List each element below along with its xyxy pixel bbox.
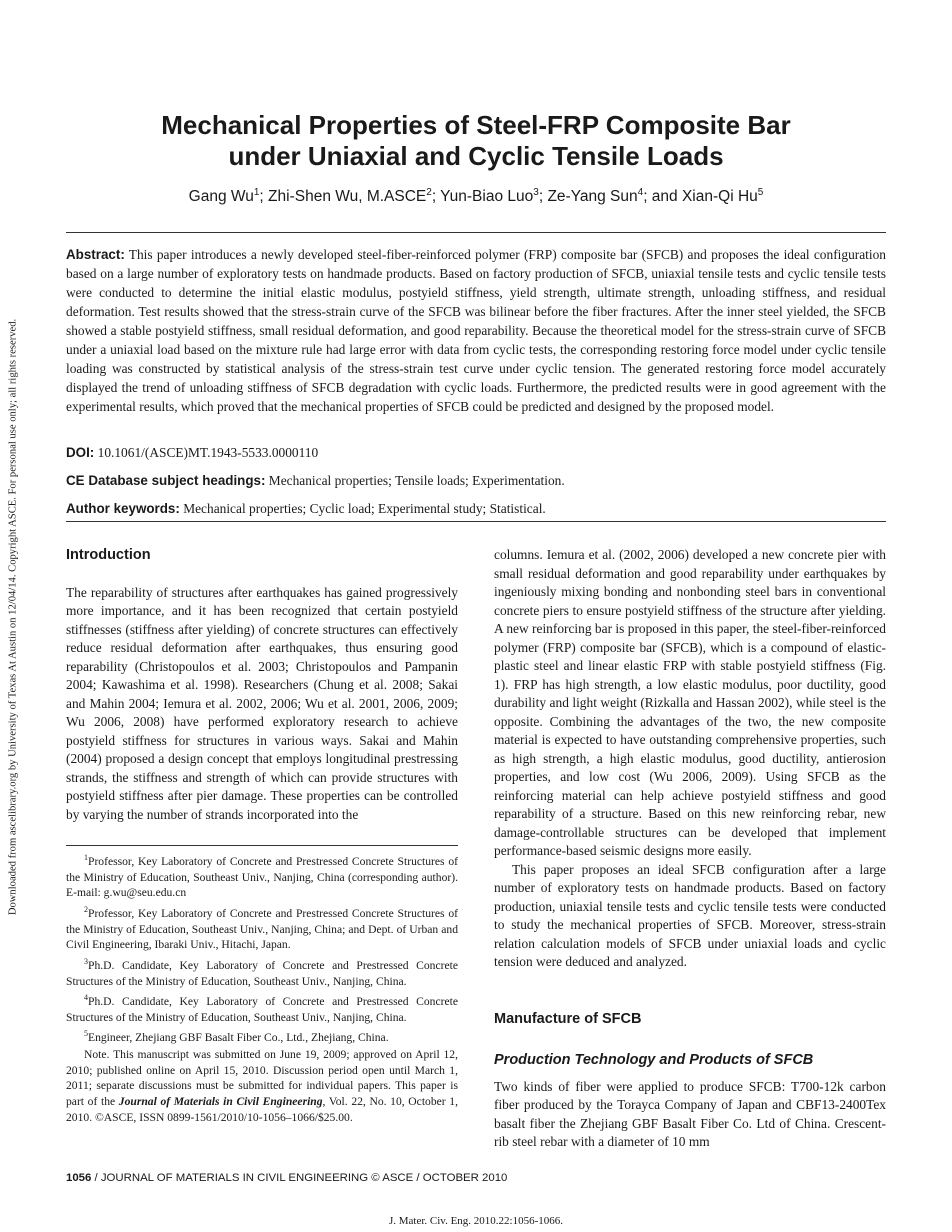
author-keywords-label: Author keywords: bbox=[66, 501, 180, 516]
footnote-2 bbox=[66, 902, 458, 953]
author-separator: ; bbox=[431, 188, 441, 206]
author-list bbox=[66, 187, 886, 206]
note-journal-name: Journal of Materials in Civil Engineering bbox=[118, 1095, 323, 1109]
author-affiliation-sup: 4 bbox=[637, 187, 644, 198]
footnote-3 bbox=[66, 954, 458, 989]
footnote-sup: 4 bbox=[84, 993, 88, 1003]
author-keywords-line bbox=[66, 499, 886, 518]
doi-label: DOI: bbox=[66, 445, 95, 460]
left-column bbox=[66, 546, 458, 824]
manuscript-note bbox=[66, 1047, 458, 1126]
footnote-1 bbox=[66, 850, 458, 901]
footnotes bbox=[66, 850, 458, 1127]
citation-footer: J. Mater. Civ. Eng. 2010.22:1056-1066. bbox=[388, 1215, 564, 1227]
footnote-sup: 3 bbox=[84, 956, 88, 966]
right-paragraph-3: Two kinds of fiber were applied to produce SFCB: T700-12k carbon fiber produced by the Torayca Company of Japan and CBF13-2400Tex basalt fiber the Zhejiang GBF Basalt Fiber Co. Ltd of China. Crescent-rib steel rebar with a diameter of 10 mm bbox=[494, 1078, 886, 1149]
author-affiliation-sup: 5 bbox=[757, 187, 764, 198]
author-name: Xian-Qi Hu bbox=[681, 188, 758, 206]
download-watermark bbox=[4, 262, 22, 972]
abstract-label: Abstract: bbox=[66, 247, 125, 262]
author-separator: ; bbox=[538, 188, 548, 206]
doi-line bbox=[66, 443, 886, 462]
author-affiliation-sup: 2 bbox=[426, 187, 432, 198]
author-separator: ; and bbox=[643, 188, 682, 206]
doi-value[interactable]: 10.1061/(ASCE)MT.1943-5533.0000110 bbox=[97, 445, 319, 460]
paper-title bbox=[66, 110, 886, 172]
abstract-text: This paper introduces a newly developed steel-fiber-reinforced polymer (FRP) composite bar (SFCB) and proposes the ideal configuration based on a large number of exploratory tests on handmade products. Based on factory production of SFCB, uniaxial tensile tests and cyclic tensile tests were conducted to determine the initial elastic modulus, postyield stiffness, yield strength, ultimate strength, unloading stiffness, and residual deformation. Test results showed that the stress-strain curve of the SFCB was bilinear before the fiber fractures. After the inner steel yielded, the SFCB showed a stable postyield stiffness, small residual deformation, and good reparability. Because the theoretical model for the stress-strain curve of SFCB under a uniaxial load based on the mixture rule had large error with data from cyclic tests, the corresponding restoring force model under cyclic tensile loading was constructed by statistical analysis of the stress-strain test curve under cyclic tension. The generated restoring force model accurately displayed the trend of unloading stiffness of SFCB degradation with cyclic loads. Furthermore, the predicted results were in good agreement with the experimental results, which proved that the mechanical properties of SFCB could be predicted and designed by the proposed model. bbox=[66, 247, 886, 414]
running-footer bbox=[66, 1172, 507, 1184]
ce-headings-label: CE Database subject headings: bbox=[66, 473, 266, 488]
header-rule bbox=[66, 232, 886, 233]
footnote-sup: 1 bbox=[84, 853, 88, 862]
footnote-text: Engineer, Zhejiang GBF Basalt Fiber Co., Ltd., Zhejiang, China. bbox=[88, 1031, 389, 1045]
author-name: Yun-Biao Luo bbox=[440, 188, 534, 206]
author-affiliation-sup: 1 bbox=[253, 187, 260, 198]
right-paragraph-2: This paper proposes an ideal SFCB configuration after a large number of exploratory tests on handmade products. Based on factory production, uniaxial tensile tests and cyclic tensile tests were conducted to study the mechanical properties of SFCB. Moreover, stress-strain relation calculation models of SFCB under uniaxial loads and cyclic tension were deduced and analyzed. bbox=[494, 861, 886, 969]
note-text-after: , Vol. 22, No. 10, October 1, 2010. ©ASCE, ISSN 0899-1561/2010/10-1056–1066/$25.00. bbox=[66, 1095, 458, 1124]
author-affiliation-sup: 3 bbox=[533, 187, 539, 198]
production-subheading: Production Technology and Products of SFCB bbox=[494, 1052, 814, 1068]
abstract-rule bbox=[66, 521, 886, 522]
note-text-before: Note. This manuscript was submitted on June 19, 2009; approved on April 12, 2010; published online on April 15, 2010. Discussion period open until March 1, 2011; separate discussions must be submitted for individual papers. This paper is part of the bbox=[66, 1048, 458, 1109]
footnote-sup: 2 bbox=[84, 904, 88, 914]
author-name: Gang Wu bbox=[188, 188, 254, 206]
ce-headings-value: Mechanical properties; Tensile loads; Experimentation. bbox=[268, 473, 565, 488]
footnote-4 bbox=[66, 990, 458, 1025]
author-name: Zhi-Shen Wu, M.ASCE bbox=[268, 188, 427, 206]
manufacture-heading: Manufacture of SFCB bbox=[494, 1010, 642, 1027]
abstract bbox=[66, 245, 886, 416]
title-line-2: under Uniaxial and Cyclic Tensile Loads bbox=[228, 141, 724, 171]
footnote-rule bbox=[66, 845, 458, 846]
introduction-paragraph: The reparability of structures after earthquakes has gained progressively more importance, and it has been recognized that certain postyield stiffnesses (stiffness after yielding) of concrete structures can effectively reduce residual deformation after earthquakes, thus ensuring good reparability (Christopoulos et al. 2003; Christopoulos and Pampanin 2004; Kawashima et al. 1998). Researchers (Chung et al. 2008; Sakai and Mahin 2004; Iemura et al. 2002, 2006; Wu et al. 2001, 2006, 2009; Wu 2006, 2008) have performed exploratory research to achieve postyield stiffness for structures in various ways. Sakai and Mahin (2004) proposed a design concept that employs longitudinal prestressing strands, the stiffness and strength of which can provide structures with postyield stiffness after pier damage. These properties can be controlled by varying the number of strands incorporated into the bbox=[66, 584, 458, 822]
footnote-sup: 5 bbox=[84, 1029, 88, 1039]
author-name: Ze-Yang Sun bbox=[547, 188, 638, 206]
footnote-text: Professor, Key Laboratory of Concrete and Prestressed Concrete Structures of the Ministry of Education, Southeast Univ., Nanjing, China (corresponding author). E-mail: g.wu@seu.edu.cn bbox=[66, 854, 458, 900]
right-column bbox=[494, 546, 886, 1152]
title-line-1: Mechanical Properties of Steel-FRP Composite Bar bbox=[161, 110, 791, 140]
introduction-heading: Introduction bbox=[66, 547, 151, 563]
download-watermark-text: Downloaded from ascelibrary.org by University of Texas At Austin on 12/04/14. Copyright ASCE. For personal use only; all rights reserved. bbox=[7, 318, 19, 916]
author-separator: ; bbox=[259, 188, 269, 206]
right-paragraph-1: columns. Iemura et al. (2002, 2006) developed a new concrete pier with small residual deformation and good reparability under earthquakes by ingeniously mixing bonding and nonbonding steel bars in conventional concrete piers to ensure postyield stiffness of the structure after yielding. A new reinforcing bar is proposed in this paper, the steel-fiber-reinforced polymer (FRP) composite bar (SFCB), which is a compound of elastic-plastic steel and linear elastic FRP with stable postyield stiffness (Fig. 1). FRP has high strength, a low elastic modulus, poor ductility, good durability and light weight (Rizkalla and Hassan 2002), while steel is the opposite. Combining the advantages of the two, the new composite material is expected to have outstanding comprehensive properties, such as high strength, a high elastic modulus, good ductility, antierosion properties, and low cost (Wu 2006, 2009). Using SFCB as the reinforcing material can help achieve postyield stiffness and good reparability of a structure. Based on this new reinforcing rebar, new damage-controllable structures can be developed that implement performance-based seismic designs more easily. bbox=[494, 547, 886, 858]
footnote-text: Ph.D. Candidate, Key Laboratory of Concrete and Prestressed Concrete Structures of the Ministry of Education, Southeast Univ., Nanjing, China. bbox=[66, 995, 458, 1024]
footnote-5 bbox=[66, 1026, 458, 1046]
footnote-text: Professor, Key Laboratory of Concrete and Prestressed Concrete Structures of the Ministry of Education, Southeast Univ., Nanjing, China; and Dept. of Urban and Civil Engineering, Ibaraki Univ., Hitachi, Japan. bbox=[66, 906, 458, 952]
footnote-text: Ph.D. Candidate, Key Laboratory of Concrete and Prestressed Concrete Structures of the Ministry of Education, Southeast Univ., Nanjing, China. bbox=[66, 958, 458, 988]
journal-footer-text: / JOURNAL OF MATERIALS IN CIVIL ENGINEERING © ASCE / OCTOBER 2010 bbox=[91, 1172, 508, 1184]
page-number: 1056 bbox=[66, 1172, 92, 1184]
author-keywords-value: Mechanical properties; Cyclic load; Experimental study; Statistical. bbox=[183, 501, 546, 516]
ce-headings-line bbox=[66, 471, 886, 490]
